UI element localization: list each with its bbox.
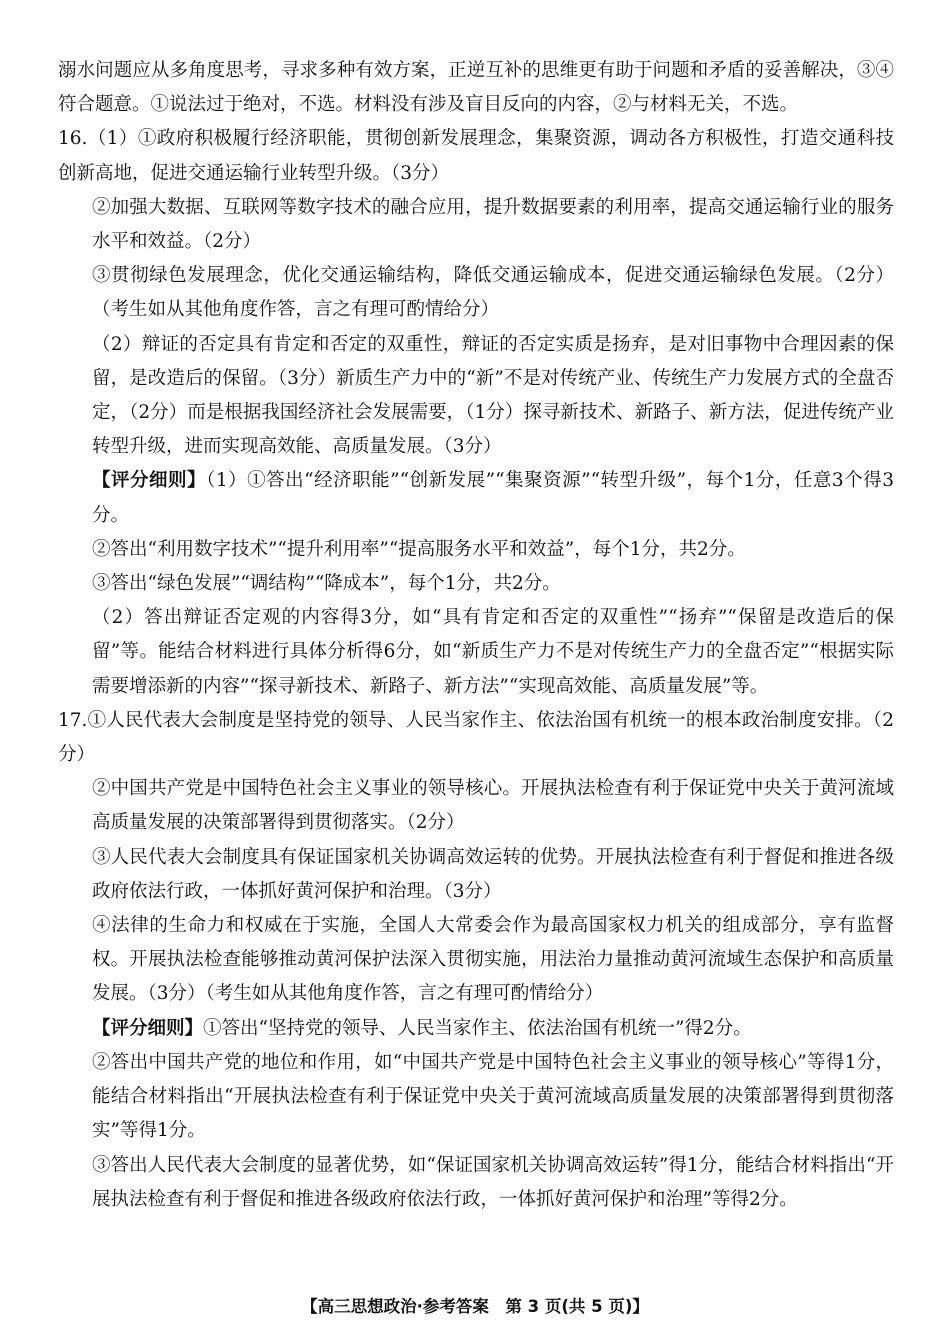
q17-scoring-rule-1 — [58, 1012, 894, 1046]
q17-scoring-rule-3: ③答出人民代表大会制度的显著优势，如“保证国家机关协调高效运转”得1分，能结合材料指出“开展执法检查有利于督促和推进各级政府依法行政，一体抓好黄河保护和治理”等得2分。 — [92, 1154, 894, 1210]
q17-scoring-rule-2: ②答出中国共产党的地位和作用，如“中国共产党是中国特色社会主义事业的领导核心”等得1分，能结合材料指出“开展执法检查有利于保证党中央关于黄河流域高质量发展的决策部署得到贯彻落实”等得1分。 — [92, 1051, 894, 1142]
q16-scoring-rule-1 — [58, 464, 894, 532]
q16-scoring-rule-2: ②答出“利用数字技术”“提升利用率”“提高服务水平和效益”，每个1分，共2分。 — [92, 538, 746, 560]
q17-point4: ④法律的生命力和权威在于实施，全国人大常委会作为最高国家权力机关的组成部分，享有监督权。开展执法检查能够推动黄河保护法深入贯彻实施，用法治力量推动黄河流域生态保护和高质量发展。（3分）（考生如从其他角度作答，言之有理可酌情给分） — [92, 915, 894, 1005]
q16-part1-point3: ③贯彻绿色发展理念，优化交通运输结构，降低交通运输成本，促进交通运输绿色发展。（2分）（考生如从其他角度作答，言之有理可酌情给分） — [92, 265, 894, 321]
q17-point3: ③人民代表大会制度具有保证国家机关协调高效运转的优势。开展执法检查有利于督促和推进各级政府依法行政，一体抓好黄河保护和治理。（3分） — [92, 846, 894, 902]
q16-part2: （2）辩证的否定具有肯定和否定的双重性，辩证的否定实质是扬弃，是对旧事物中合理因素的保留，是改造后的保留。（3分）新质生产力中的“新”不是对传统产业、传统生产力发展方式的全盘否定，（2分）而是根据我国经济社会发展需要，（1分）探寻新技术、新路子、新方法，促进传统产业转型升级，进而实现高效能、高质量发展。（3分） — [92, 333, 894, 458]
q16-scoring-rule-3: ③答出“绿色发展”“调结构”“降成本”，每个1分，共2分。 — [92, 573, 561, 595]
q15-explanation: 溺水问题应从多角度思考，寻求多种有效方案，正逆互补的思维更有助于问题和矛盾的妥善解决，③④符合题意。①说法过于绝对，不选。材料没有涉及盲目反向的内容，②与材料无关，不选。 — [58, 60, 894, 116]
answer-content — [58, 54, 894, 1217]
q17-point1: 17.①人民代表大会制度是坚持党的领导、人民当家作主、依法治国有机统一的根本政治制度安排。（2分） — [58, 709, 894, 766]
page-footer: 【高三思想政治·参考答案 第 3 页(共 5 页)】 — [301, 1297, 649, 1316]
scoring-label: 【评分细则】 — [92, 470, 207, 492]
scoring-text: （1）①答出“经济职能”“创新发展”“集聚资源”“转型升级”，每个1分，任意3个得3分。 — [92, 470, 894, 526]
scoring-text: ①答出“坚持党的领导、人民当家作主、依法治国有机统一”得2分。 — [203, 1017, 752, 1039]
scoring-label: 【评分细则】 — [92, 1017, 204, 1039]
q16-scoring-rule-4: （2）答出辩证否定观的内容得3分，如“具有肯定和否定的双重性”“扬弃”“保留是改造后的保留”等。能结合材料进行具体分析得6分，如“新质生产力不是对传统生产力的全盘否定”“根据实际需要增添新的内容”“探寻新技术、新路子、新方法”“实现高效能、高质量发展”等。 — [92, 607, 894, 697]
q16-part1-point2: ②加强大数据、互联网等数字技术的融合应用，提升数据要素的利用率，提高交通运输行业的服务水平和效益。（2分） — [92, 196, 894, 253]
q17-point2: ②中国共产党是中国特色社会主义事业的领导核心。开展执法检查有利于保证党中央关于黄河流域高质量发展的决策部署得到贯彻落实。（2分） — [92, 778, 894, 834]
q16-part1-point1: 16.（1）①政府积极履行经济职能，贯彻创新发展理念，集聚资源，调动各方积极性，打造交通科技创新高地，促进交通运输行业转型升级。（3分） — [58, 128, 894, 184]
